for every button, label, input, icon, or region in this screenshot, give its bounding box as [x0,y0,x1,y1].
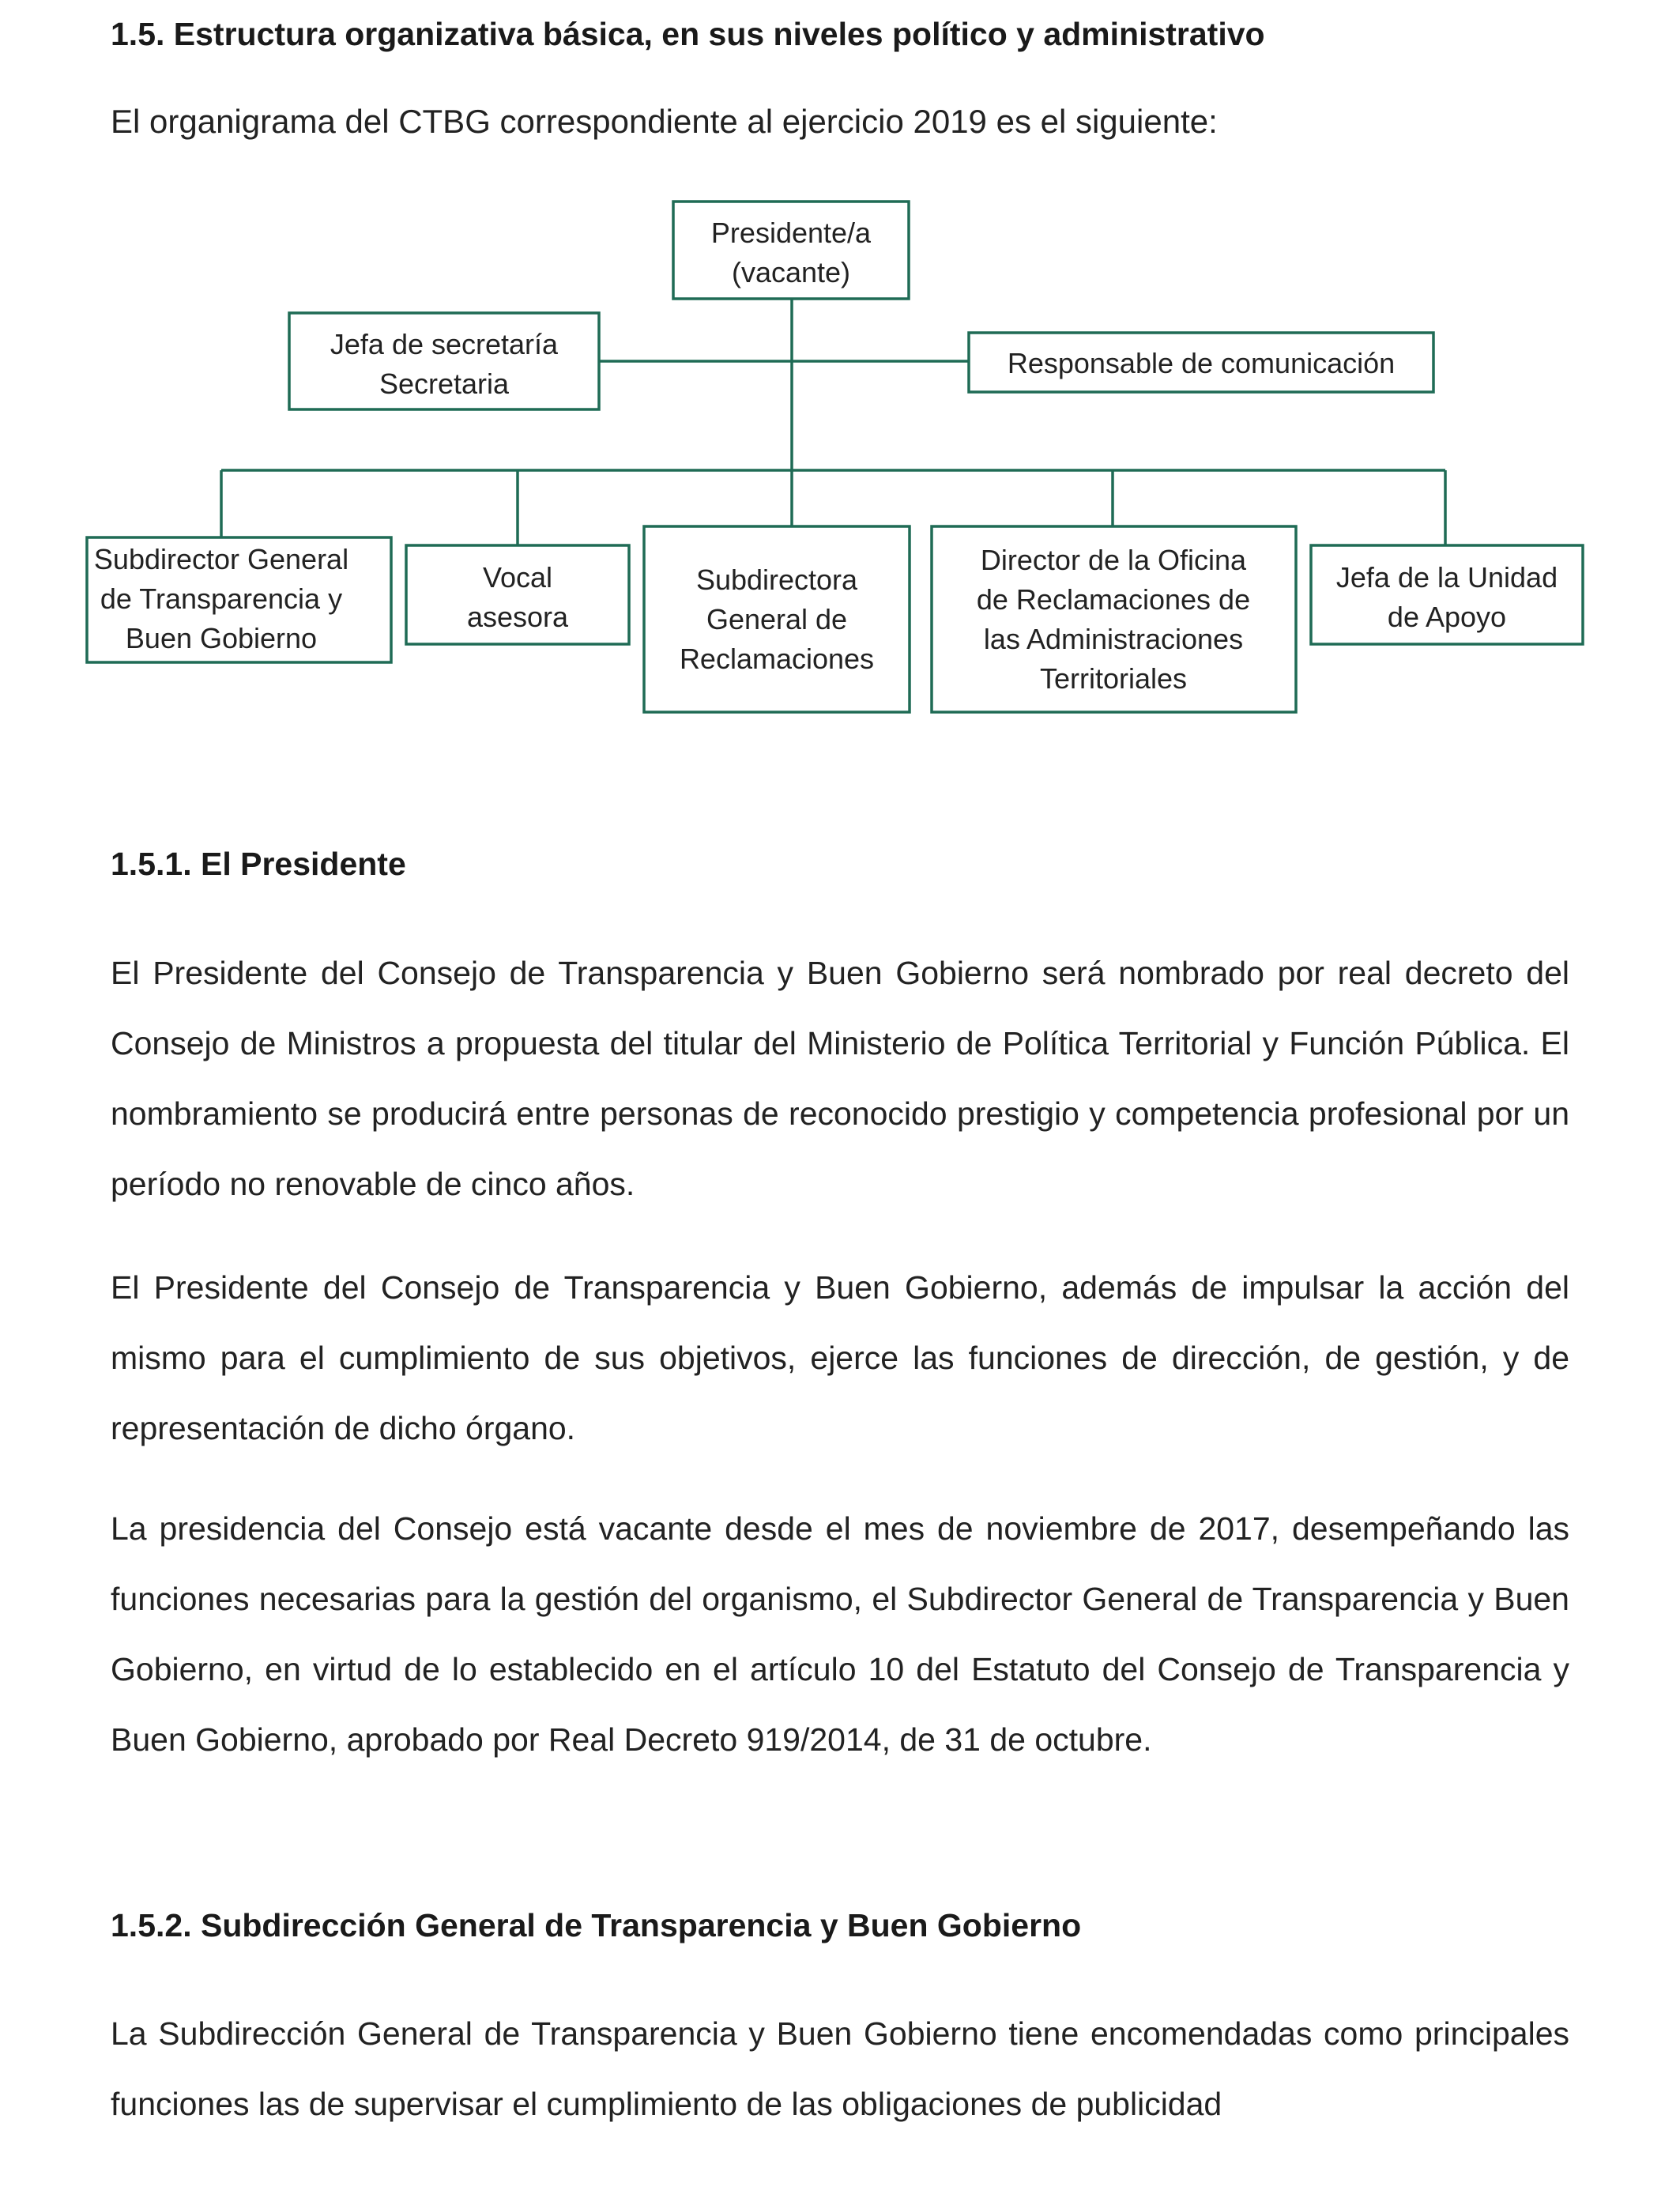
president-paragraph-3: La presidencia del Consejo está vacante desde el mes de noviembre de 2017, desempeñando las funciones necesarias para la gestión del organismo, el Subdirector General de Transparencia y Buen Gobierno, en virtud de lo establecido en el artículo 10 del Estatuto del Consejo de Transparencia y Buen Gobierno, aprobado por Real Decreto 919/2014, de 31 de octubre. [111,1510,1569,1758]
subdirection-paragraph-1: La Subdirección General de Transparencia y Buen Gobierno tiene encomendadas como principales funciones las de supervisar el cumplimiento de las obligaciones de publicidad [111,2015,1569,2122]
unit-label-territorial-office: Director de la Oficina de Reclamaciones de las Administraciones Territoriales [976,544,1251,695]
president-section-heading: 1.5.1. El Presidente [111,846,406,882]
intro-text: El organigrama del CTBG correspondiente al ejercicio 2019 es el siguiente: [111,103,1218,140]
unit-label-transparency: Subdirector General de Transparencia y Buen Gobierno [93,543,349,654]
communication-label: Responsable de comunicación [1007,347,1396,379]
subdirection-section-heading: 1.5.2. Subdirección General de Transparencia y Buen Gobierno [111,1907,1082,1943]
unit-label-vocal: Vocal asesora [466,561,569,633]
president-paragraph-2: El Presidente del Consejo de Transparencia y Buen Gobierno, además de impulsar la acción del mismo para el cumplimiento de sus objetivos, ejerce las funciones de dirección, de gestión, y de representación de dicho órgano. [111,1269,1569,1446]
section-heading: 1.5. Estructura organizativa básica, en sus niveles político y administrativo [111,16,1265,52]
president-paragraph-1: El Presidente del Consejo de Transparencia y Buen Gobierno será nombrado por real decreto del Consejo de Ministros a propuesta del titular del Ministerio de Política Territorial y Función Pública. El nombramiento se producirá entre personas de reconocido prestigio y competencia profesional por un período no renovable de cinco años. [111,955,1569,1202]
president-label: Presidente/a (vacante) [710,217,872,288]
unit-label-claims: Subdirectora General de Reclamaciones [679,564,875,675]
org-chart [0,0,1680,735]
secretary-label: Jefa de secretaría Secretaria [330,328,559,400]
unit-label-support: Jefa de la Unidad de Apoyo [1335,561,1558,633]
